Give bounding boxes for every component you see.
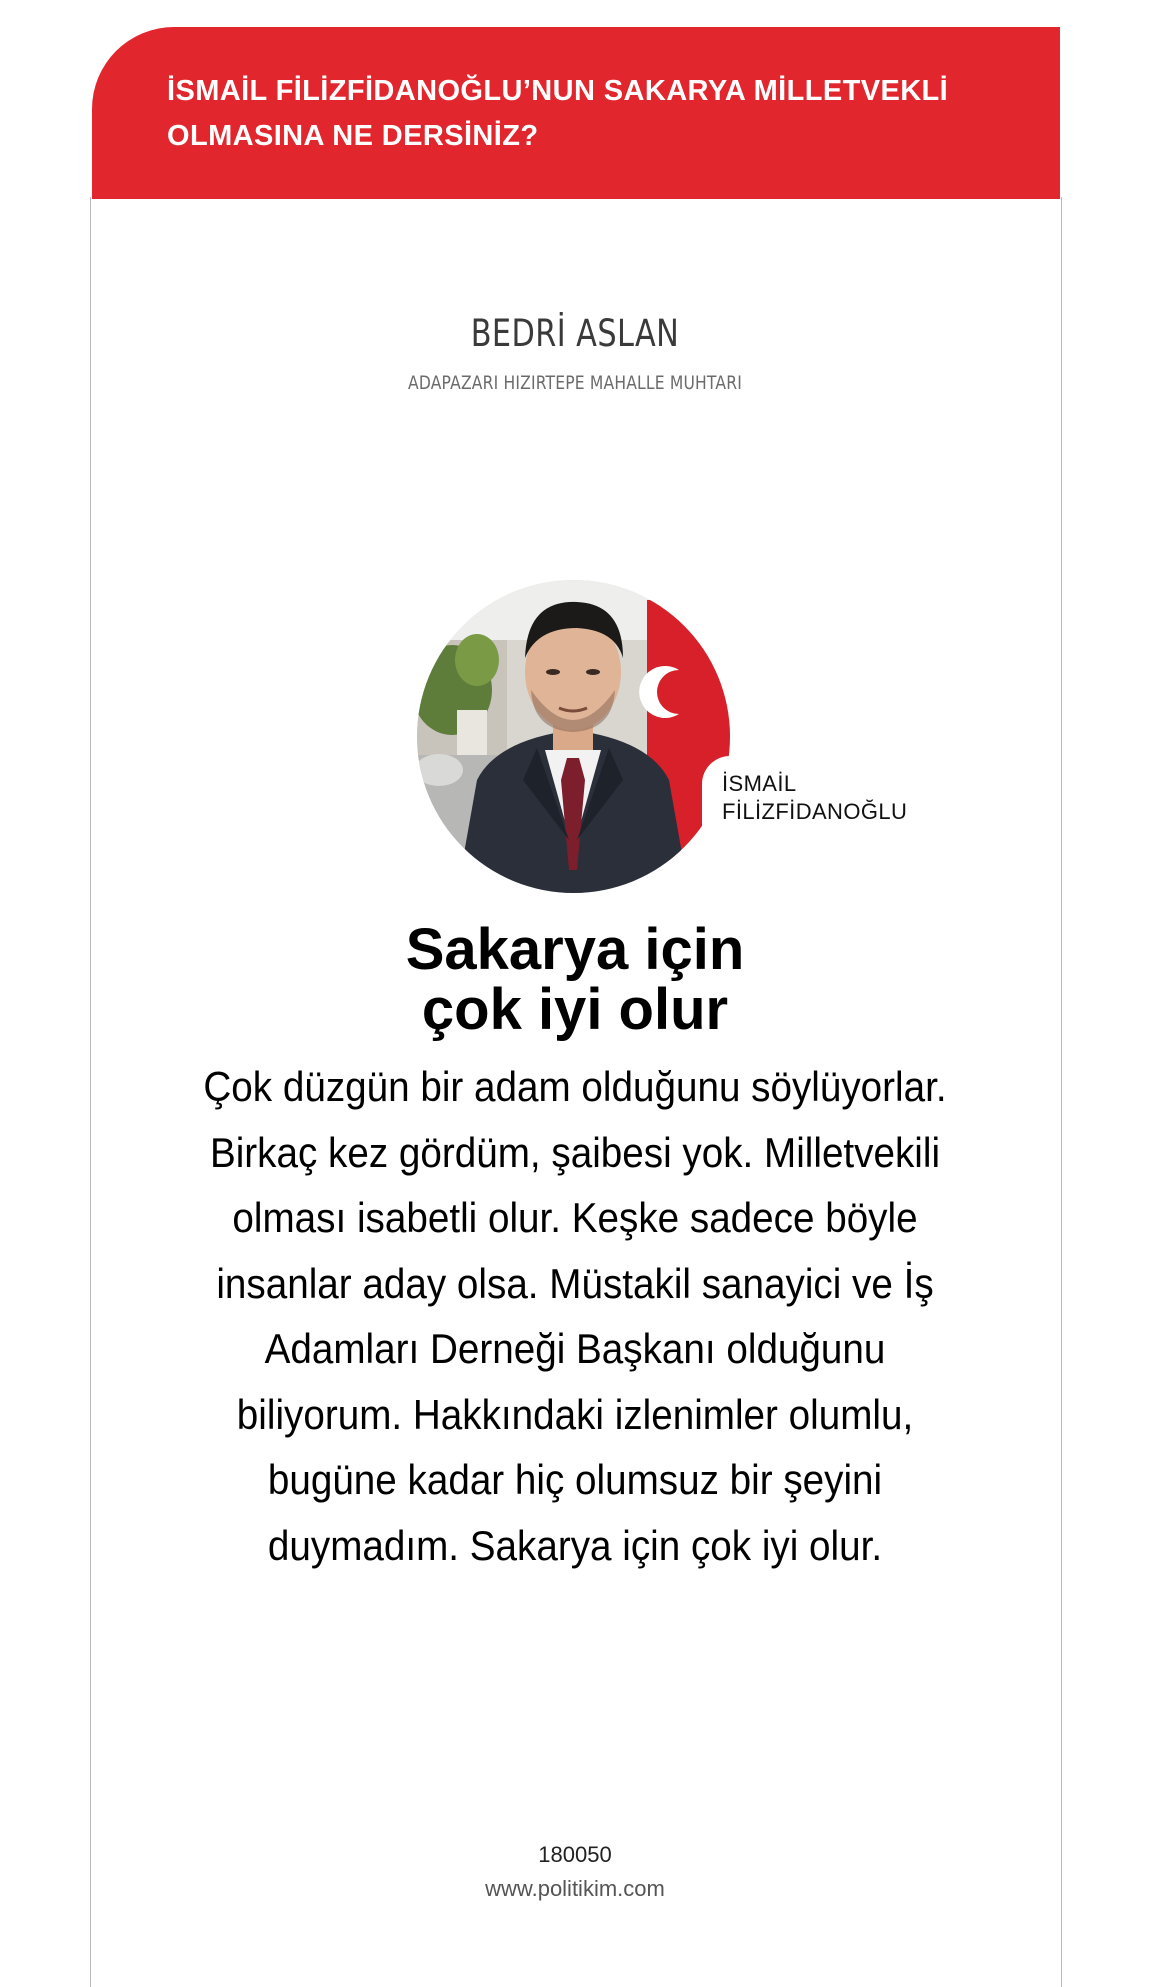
article-body: Çok düzgün bir adam olduğunu söylüyorlar. Birkaç kez gördüm, şaibesi yok. Milletvekili olması isabetli olur. Keşke sadece böyle insanlar aday olsa. Müstakil sanayici ve İş Adamları Derneği Başkanı olduğunu biliyorum. Hakkındaki izlenimler olumlu, bugüne kadar hiç olumsuz bir şeyini duymadım. Sakarya için çok iyi olur. [203, 1063, 947, 1569]
photo-caption-tag [702, 756, 922, 846]
footer-website-link[interactable]: www.politikim.com [485, 1876, 665, 1901]
portrait-photo [417, 580, 730, 893]
author-name: BEDRİ ASLAN [470, 312, 680, 355]
article-headline [0, 917, 1150, 1042]
caption-first-name: İSMAİL [722, 771, 797, 796]
caption-last-name: FİLİZFİDANOĞLU [722, 799, 908, 824]
footer-code: 180050 [538, 1842, 612, 1867]
header-banner [92, 27, 1060, 199]
headline-line-1: Sakarya için [405, 917, 745, 982]
headline-line-2: çok iyi olur [421, 977, 729, 1042]
author-title: ADAPAZARI HIZIRTEPE MAHALLE MUHTARI [408, 372, 742, 394]
question-title: İSMAİL FİLİZFİDANOĞLU’NUN SAKARYA MİLLETVEKLİ OLMASINA NE DERSİNİZ? [167, 75, 949, 152]
photo-caption [722, 770, 907, 826]
portrait-illustration [417, 580, 730, 893]
